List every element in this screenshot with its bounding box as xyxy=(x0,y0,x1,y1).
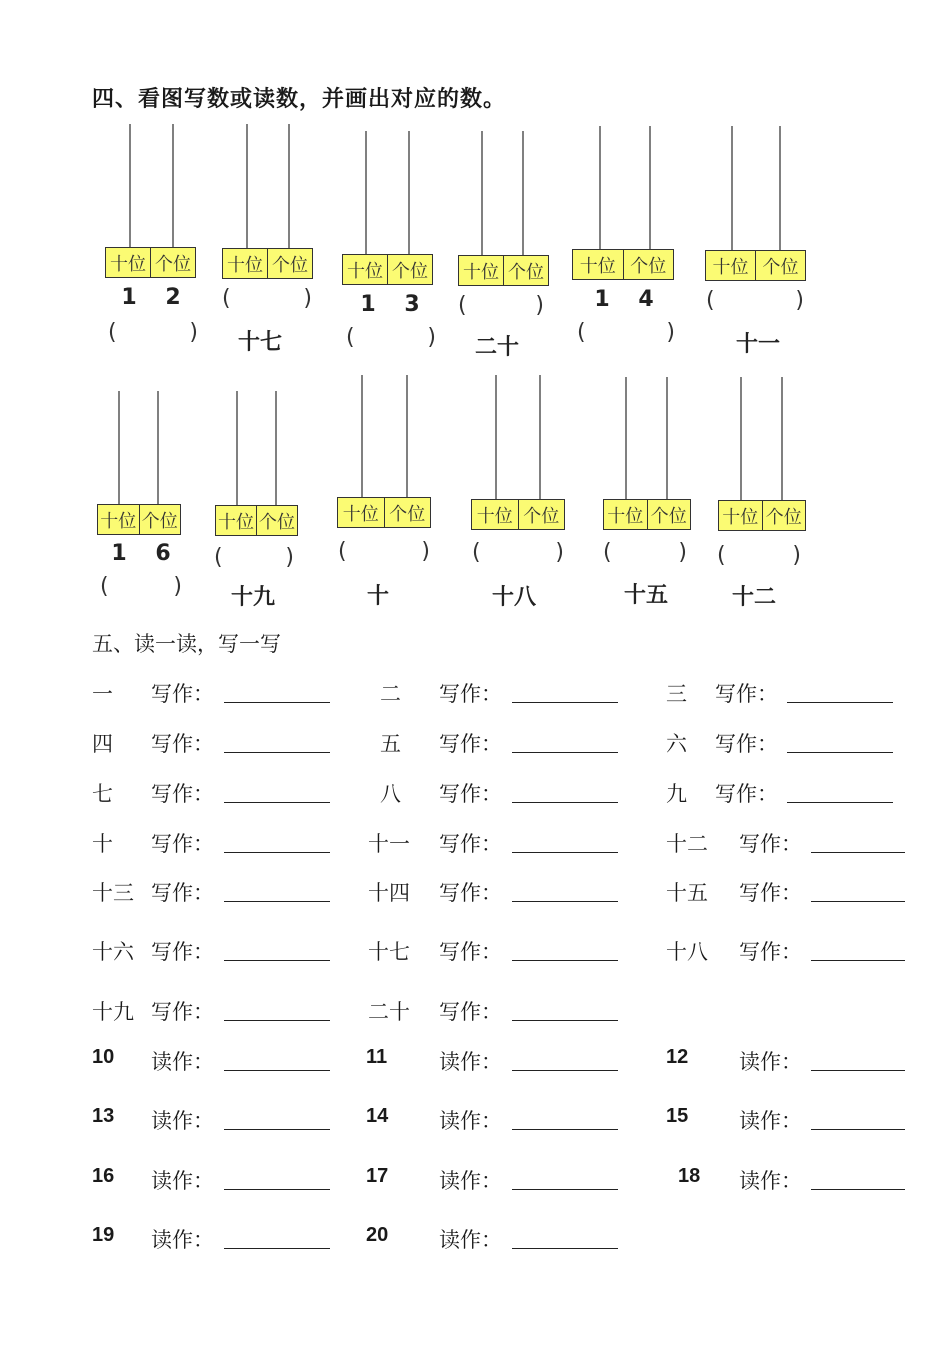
ones-label: 个位 xyxy=(267,249,312,278)
answer-line[interactable] xyxy=(224,1129,330,1130)
paren-close: ) xyxy=(792,543,801,568)
write-prompt: 写作： xyxy=(715,682,778,706)
place-value-box xyxy=(718,500,806,531)
item-label: 十九 xyxy=(92,1000,134,1024)
chinese-number: 十一 xyxy=(735,332,780,357)
tens-rod xyxy=(118,391,120,505)
answer-line[interactable] xyxy=(224,702,330,703)
place-value-box xyxy=(222,248,313,279)
item-label: 十三 xyxy=(92,881,134,905)
item-label: 四 xyxy=(92,732,113,756)
tens-rod xyxy=(246,124,248,249)
item-number: 20 xyxy=(366,1224,389,1246)
tens-digit: 1 xyxy=(360,292,376,317)
answer-line[interactable] xyxy=(811,1070,905,1071)
answer-line[interactable] xyxy=(224,960,330,961)
paren-open: ( xyxy=(706,288,715,313)
place-value-box xyxy=(603,499,691,530)
paren-close: ) xyxy=(427,325,436,350)
ones-label: 个位 xyxy=(503,256,548,285)
tens-rod xyxy=(361,375,363,498)
paren-close: ) xyxy=(795,288,804,313)
tens-digit: 1 xyxy=(121,285,137,310)
place-value-box xyxy=(342,254,433,285)
answer-line[interactable] xyxy=(811,1189,905,1190)
item-label: 十六 xyxy=(92,940,134,964)
ones-digit: 3 xyxy=(404,292,420,317)
item-number: 11 xyxy=(366,1046,388,1068)
paren-open: ( xyxy=(472,540,481,565)
read-prompt: 读作： xyxy=(151,1169,214,1193)
write-prompt: 写作： xyxy=(151,940,214,964)
answer-line[interactable] xyxy=(512,1129,618,1130)
answer-line[interactable] xyxy=(512,1189,618,1190)
item-label: 一 xyxy=(92,682,113,706)
ones-rod xyxy=(522,131,524,256)
write-prompt: 写作： xyxy=(439,1000,502,1024)
ones-rod xyxy=(172,124,174,248)
answer-blank[interactable] xyxy=(222,286,312,311)
item-number: 18 xyxy=(678,1165,701,1187)
paren-open: ( xyxy=(458,293,467,318)
paren-close: ) xyxy=(678,540,687,565)
digits xyxy=(97,541,185,566)
section5-title: 五、读一读，写一写 xyxy=(92,632,281,656)
paren-open: ( xyxy=(338,539,347,564)
item-number: 16 xyxy=(92,1165,115,1187)
tens-digit: 1 xyxy=(111,541,127,566)
digits xyxy=(346,292,434,317)
paren-close: ) xyxy=(421,539,430,564)
paren-close: ) xyxy=(189,320,198,345)
paren-close: ) xyxy=(285,545,294,570)
item-number: 12 xyxy=(666,1046,689,1068)
write-prompt: 写作： xyxy=(151,881,214,905)
tens-rod xyxy=(365,131,367,255)
paren-close: ) xyxy=(535,293,544,318)
ones-rod xyxy=(649,126,651,250)
ones-label: 个位 xyxy=(647,500,691,529)
answer-blank[interactable] xyxy=(577,320,675,345)
item-label: 二 xyxy=(380,682,401,706)
item-label: 七 xyxy=(92,782,113,806)
tens-rod xyxy=(599,126,601,250)
read-prompt: 读作： xyxy=(151,1109,214,1133)
write-prompt: 写作： xyxy=(151,832,214,856)
item-number: 14 xyxy=(366,1105,389,1127)
place-value-box xyxy=(471,499,565,530)
item-number: 15 xyxy=(666,1105,689,1127)
paren-open: ( xyxy=(717,543,726,568)
tens-label: 十位 xyxy=(227,254,263,276)
ones-rod xyxy=(781,377,783,501)
write-prompt: 写作： xyxy=(151,682,214,706)
read-prompt: 读作： xyxy=(439,1169,502,1193)
paren-close: ) xyxy=(555,540,564,565)
item-label: 五 xyxy=(380,732,401,756)
paren-close: ) xyxy=(173,574,182,599)
write-prompt: 写作： xyxy=(439,832,502,856)
answer-line[interactable] xyxy=(512,802,618,803)
answer-line[interactable] xyxy=(811,901,905,902)
tens-label: 十位 xyxy=(218,511,254,533)
paren-open: ( xyxy=(214,545,223,570)
answer-line[interactable] xyxy=(787,752,893,753)
write-prompt: 写作： xyxy=(439,682,502,706)
answer-blank[interactable] xyxy=(706,288,804,313)
place-value-box xyxy=(105,247,196,278)
digits xyxy=(580,287,668,312)
paren-open: ( xyxy=(603,540,612,565)
answer-line[interactable] xyxy=(811,852,905,853)
answer-line[interactable] xyxy=(224,802,330,803)
read-prompt: 读作： xyxy=(739,1050,802,1074)
chinese-number: 十 xyxy=(366,584,389,609)
read-prompt: 读作： xyxy=(439,1050,502,1074)
paren-open: ( xyxy=(222,286,231,311)
write-prompt: 写作： xyxy=(151,1000,214,1024)
answer-line[interactable] xyxy=(512,960,618,961)
ones-label: 个位 xyxy=(256,506,297,535)
chinese-number: 十二 xyxy=(731,585,776,610)
answer-line[interactable] xyxy=(224,901,330,902)
ones-rod xyxy=(666,377,668,500)
tens-rod xyxy=(481,131,483,256)
chinese-number: 十八 xyxy=(491,585,536,610)
answer-blank[interactable] xyxy=(717,543,801,568)
answer-line[interactable] xyxy=(787,702,893,703)
paren-open: ( xyxy=(577,320,586,345)
tens-label: 十位 xyxy=(476,505,513,527)
item-number: 19 xyxy=(92,1224,115,1246)
item-number: 10 xyxy=(92,1046,115,1068)
ones-label: 个位 xyxy=(518,500,565,529)
answer-blank[interactable] xyxy=(346,325,436,350)
item-label: 十一 xyxy=(368,832,410,856)
answer-line[interactable] xyxy=(512,901,618,902)
place-value-box xyxy=(572,249,674,280)
place-value-box xyxy=(705,250,806,281)
answer-line[interactable] xyxy=(224,1070,330,1071)
paren-open: ( xyxy=(100,574,109,599)
item-label: 二十 xyxy=(368,1000,410,1024)
paren-open: ( xyxy=(346,325,355,350)
ones-label: 个位 xyxy=(139,505,181,534)
place-value-box xyxy=(97,504,181,535)
ones-label: 个位 xyxy=(762,501,806,530)
tens-label: 十位 xyxy=(347,260,383,282)
ones-rod xyxy=(406,375,408,498)
tens-rod xyxy=(236,391,238,506)
write-prompt: 写作： xyxy=(439,940,502,964)
tens-rod xyxy=(129,124,131,248)
write-prompt: 写作： xyxy=(439,881,502,905)
read-prompt: 读作： xyxy=(151,1050,214,1074)
paren-open: ( xyxy=(108,320,117,345)
answer-blank[interactable] xyxy=(338,539,430,564)
tens-rod xyxy=(495,375,497,500)
answer-line[interactable] xyxy=(224,852,330,853)
answer-line[interactable] xyxy=(512,702,618,703)
chinese-number: 十七 xyxy=(237,330,282,355)
section4-title: 四、看图写数或读数，并画出对应的数。 xyxy=(92,87,507,112)
tens-label: 十位 xyxy=(110,253,146,275)
write-prompt: 写作： xyxy=(715,732,778,756)
write-prompt: 写作： xyxy=(439,732,502,756)
item-label: 十 xyxy=(92,832,113,856)
write-prompt: 写作： xyxy=(151,732,214,756)
read-prompt: 读作： xyxy=(439,1109,502,1133)
ones-rod xyxy=(539,375,541,500)
paren-close: ) xyxy=(666,320,675,345)
paren-close: ) xyxy=(303,286,312,311)
answer-line[interactable] xyxy=(224,1248,330,1249)
chinese-number: 十九 xyxy=(230,585,275,610)
write-prompt: 写作： xyxy=(739,881,802,905)
read-prompt: 读作： xyxy=(439,1228,502,1252)
tens-digit: 1 xyxy=(594,287,610,312)
tens-rod xyxy=(625,377,627,500)
write-prompt: 写作： xyxy=(739,832,802,856)
ones-digit: 6 xyxy=(155,541,171,566)
answer-line[interactable] xyxy=(512,752,618,753)
tens-label: 十位 xyxy=(579,255,616,277)
write-prompt: 写作： xyxy=(151,782,214,806)
write-prompt: 写作： xyxy=(439,782,502,806)
answer-line[interactable] xyxy=(224,1189,330,1190)
ones-rod xyxy=(288,124,290,249)
read-prompt: 读作： xyxy=(151,1228,214,1252)
answer-blank[interactable] xyxy=(100,574,182,599)
item-label: 十四 xyxy=(368,881,410,905)
tens-rod xyxy=(731,126,733,251)
ones-label: 个位 xyxy=(150,248,195,277)
item-label: 六 xyxy=(666,732,687,756)
write-prompt: 写作： xyxy=(715,782,778,806)
answer-line[interactable] xyxy=(787,802,893,803)
answer-line[interactable] xyxy=(811,960,905,961)
ones-rod xyxy=(275,391,277,506)
ones-digit: 4 xyxy=(638,287,654,312)
ones-label: 个位 xyxy=(387,255,432,284)
answer-blank[interactable] xyxy=(108,320,198,345)
tens-label: 十位 xyxy=(100,510,137,532)
read-prompt: 读作： xyxy=(739,1109,802,1133)
item-label: 三 xyxy=(666,682,687,706)
item-label: 九 xyxy=(666,782,687,806)
answer-line[interactable] xyxy=(512,1070,618,1071)
ones-label: 个位 xyxy=(623,250,674,279)
answer-blank[interactable] xyxy=(458,293,544,318)
item-number: 17 xyxy=(366,1165,389,1187)
tens-label: 十位 xyxy=(712,256,749,278)
place-value-box xyxy=(458,255,549,286)
ones-rod xyxy=(157,391,159,505)
ones-label: 个位 xyxy=(755,251,805,280)
ones-rod xyxy=(779,126,781,251)
tens-label: 十位 xyxy=(463,261,499,283)
chinese-number: 二十 xyxy=(474,335,519,360)
answer-blank[interactable] xyxy=(472,540,564,565)
write-prompt: 写作： xyxy=(739,940,802,964)
read-prompt: 读作： xyxy=(739,1169,802,1193)
ones-label: 个位 xyxy=(384,498,431,527)
answer-line[interactable] xyxy=(811,1129,905,1130)
answer-blank[interactable] xyxy=(603,540,687,565)
ones-rod xyxy=(408,131,410,255)
item-label: 十七 xyxy=(368,940,410,964)
tens-label: 十位 xyxy=(607,505,644,527)
item-label: 十五 xyxy=(666,881,708,905)
tens-label: 十位 xyxy=(722,506,759,528)
tens-label: 十位 xyxy=(342,503,379,525)
place-value-box xyxy=(337,497,431,528)
item-label: 十二 xyxy=(666,832,708,856)
answer-line[interactable] xyxy=(512,1020,618,1021)
answer-line[interactable] xyxy=(224,752,330,753)
answer-line[interactable] xyxy=(512,1248,618,1249)
chinese-number: 十五 xyxy=(623,583,668,608)
item-label: 八 xyxy=(380,782,401,806)
tens-rod xyxy=(740,377,742,501)
answer-blank[interactable] xyxy=(214,545,294,570)
ones-digit: 2 xyxy=(165,285,181,310)
item-number: 13 xyxy=(92,1105,115,1127)
answer-line[interactable] xyxy=(224,1020,330,1021)
digits xyxy=(107,285,195,310)
item-label: 十八 xyxy=(666,940,708,964)
answer-line[interactable] xyxy=(512,852,618,853)
place-value-box xyxy=(215,505,298,536)
